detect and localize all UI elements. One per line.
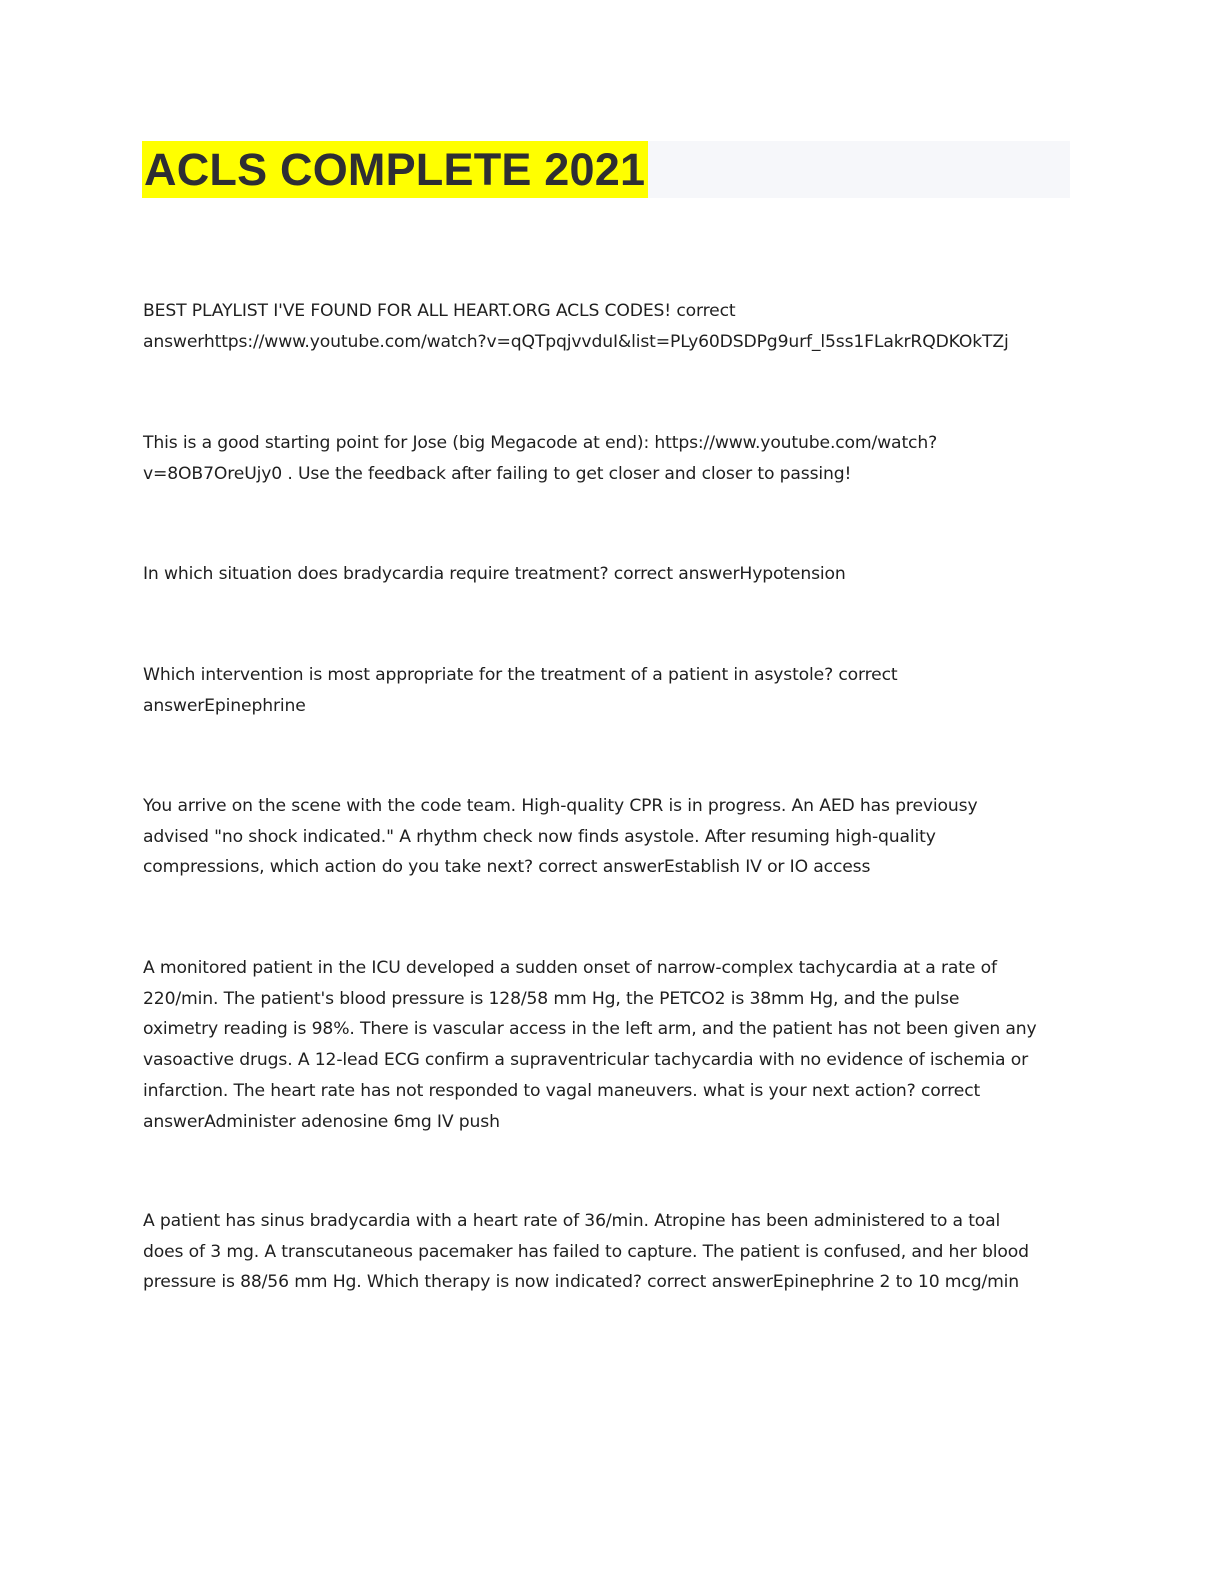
paragraph-line: advised "no shock indicated." A rhythm check now finds asystole. After resuming high-quality (143, 826, 936, 847)
paragraph-line: 220/min. The patient's blood pressure is 128/58 mm Hg, the PETCO2 is 38mm Hg, and the pulse (143, 988, 960, 1009)
paragraph-line: compressions, which action do you take next? correct answerEstablish IV or IO access (143, 857, 871, 878)
paragraph-line: answerAdminister adenosine 6mg IV push (143, 1111, 500, 1132)
paragraph-line: answerEpinephrine (143, 695, 306, 716)
paragraph-line: pressure is 88/56 mm Hg. Which therapy is now indicated? correct answerEpinephrine 2 to 10 mcg/min (143, 1272, 1020, 1293)
document-title: ACLS COMPLETE 2021 (142, 141, 648, 198)
paragraph-line: does of 3 mg. A transcutaneous pacemaker has failed to capture. The patient is confused, and her blood (143, 1241, 1029, 1262)
paragraph-line: answerhttps://www.youtube.com/watch?v=qQTpqjvvduI&list=PLy60DSDPg9urf_l5ss1FLakrRQDKOkTZj (143, 331, 1009, 352)
paragraph-line: A monitored patient in the ICU developed a sudden onset of narrow-complex tachycardia at a rate of (143, 958, 997, 978)
question-code-team (143, 791, 1083, 883)
paragraph-line: vasoactive drugs. A 12-lead ECG confirm a supraventricular tachycardia with no evidence of ischemia or (143, 1050, 1029, 1071)
paragraph-playlist (143, 296, 1083, 357)
paragraph-line: infarction. The heart rate has not responded to vagal maneuvers. what is your next action? correct (143, 1080, 981, 1101)
question-sinus-bradycardia (143, 1206, 1083, 1298)
question-asystole-intervention (143, 660, 1083, 721)
question-bradycardia-treatment (143, 559, 1083, 590)
paragraph-line: You arrive on the scene with the code team. High-quality CPR is in progress. An AED has previousy (143, 796, 978, 816)
paragraph-megacode (143, 428, 1083, 489)
paragraph-line: Which intervention is most appropriate for the treatment of a patient in asystole? correct (143, 665, 898, 685)
paragraph-line: v=8OB7OreUjy0 . Use the feedback after failing to get closer and closer to passing! (143, 463, 852, 484)
paragraph-line: oximetry reading is 98%. There is vascular access in the left arm, and the patient has not been given any (143, 1019, 1037, 1040)
question-icu-tachycardia (143, 953, 1083, 1137)
paragraph-line: In which situation does bradycardia require treatment? correct answerHypotension (143, 564, 846, 584)
paragraph-line: This is a good starting point for Jose (big Megacode at end): https://www.youtube.com/watch? (143, 433, 938, 453)
paragraph-line: BEST PLAYLIST I'VE FOUND FOR ALL HEART.ORG ACLS CODES! correct (143, 301, 736, 321)
paragraph-line: A patient has sinus bradycardia with a heart rate of 36/min. Atropine has been administered to a toal (143, 1211, 1001, 1231)
